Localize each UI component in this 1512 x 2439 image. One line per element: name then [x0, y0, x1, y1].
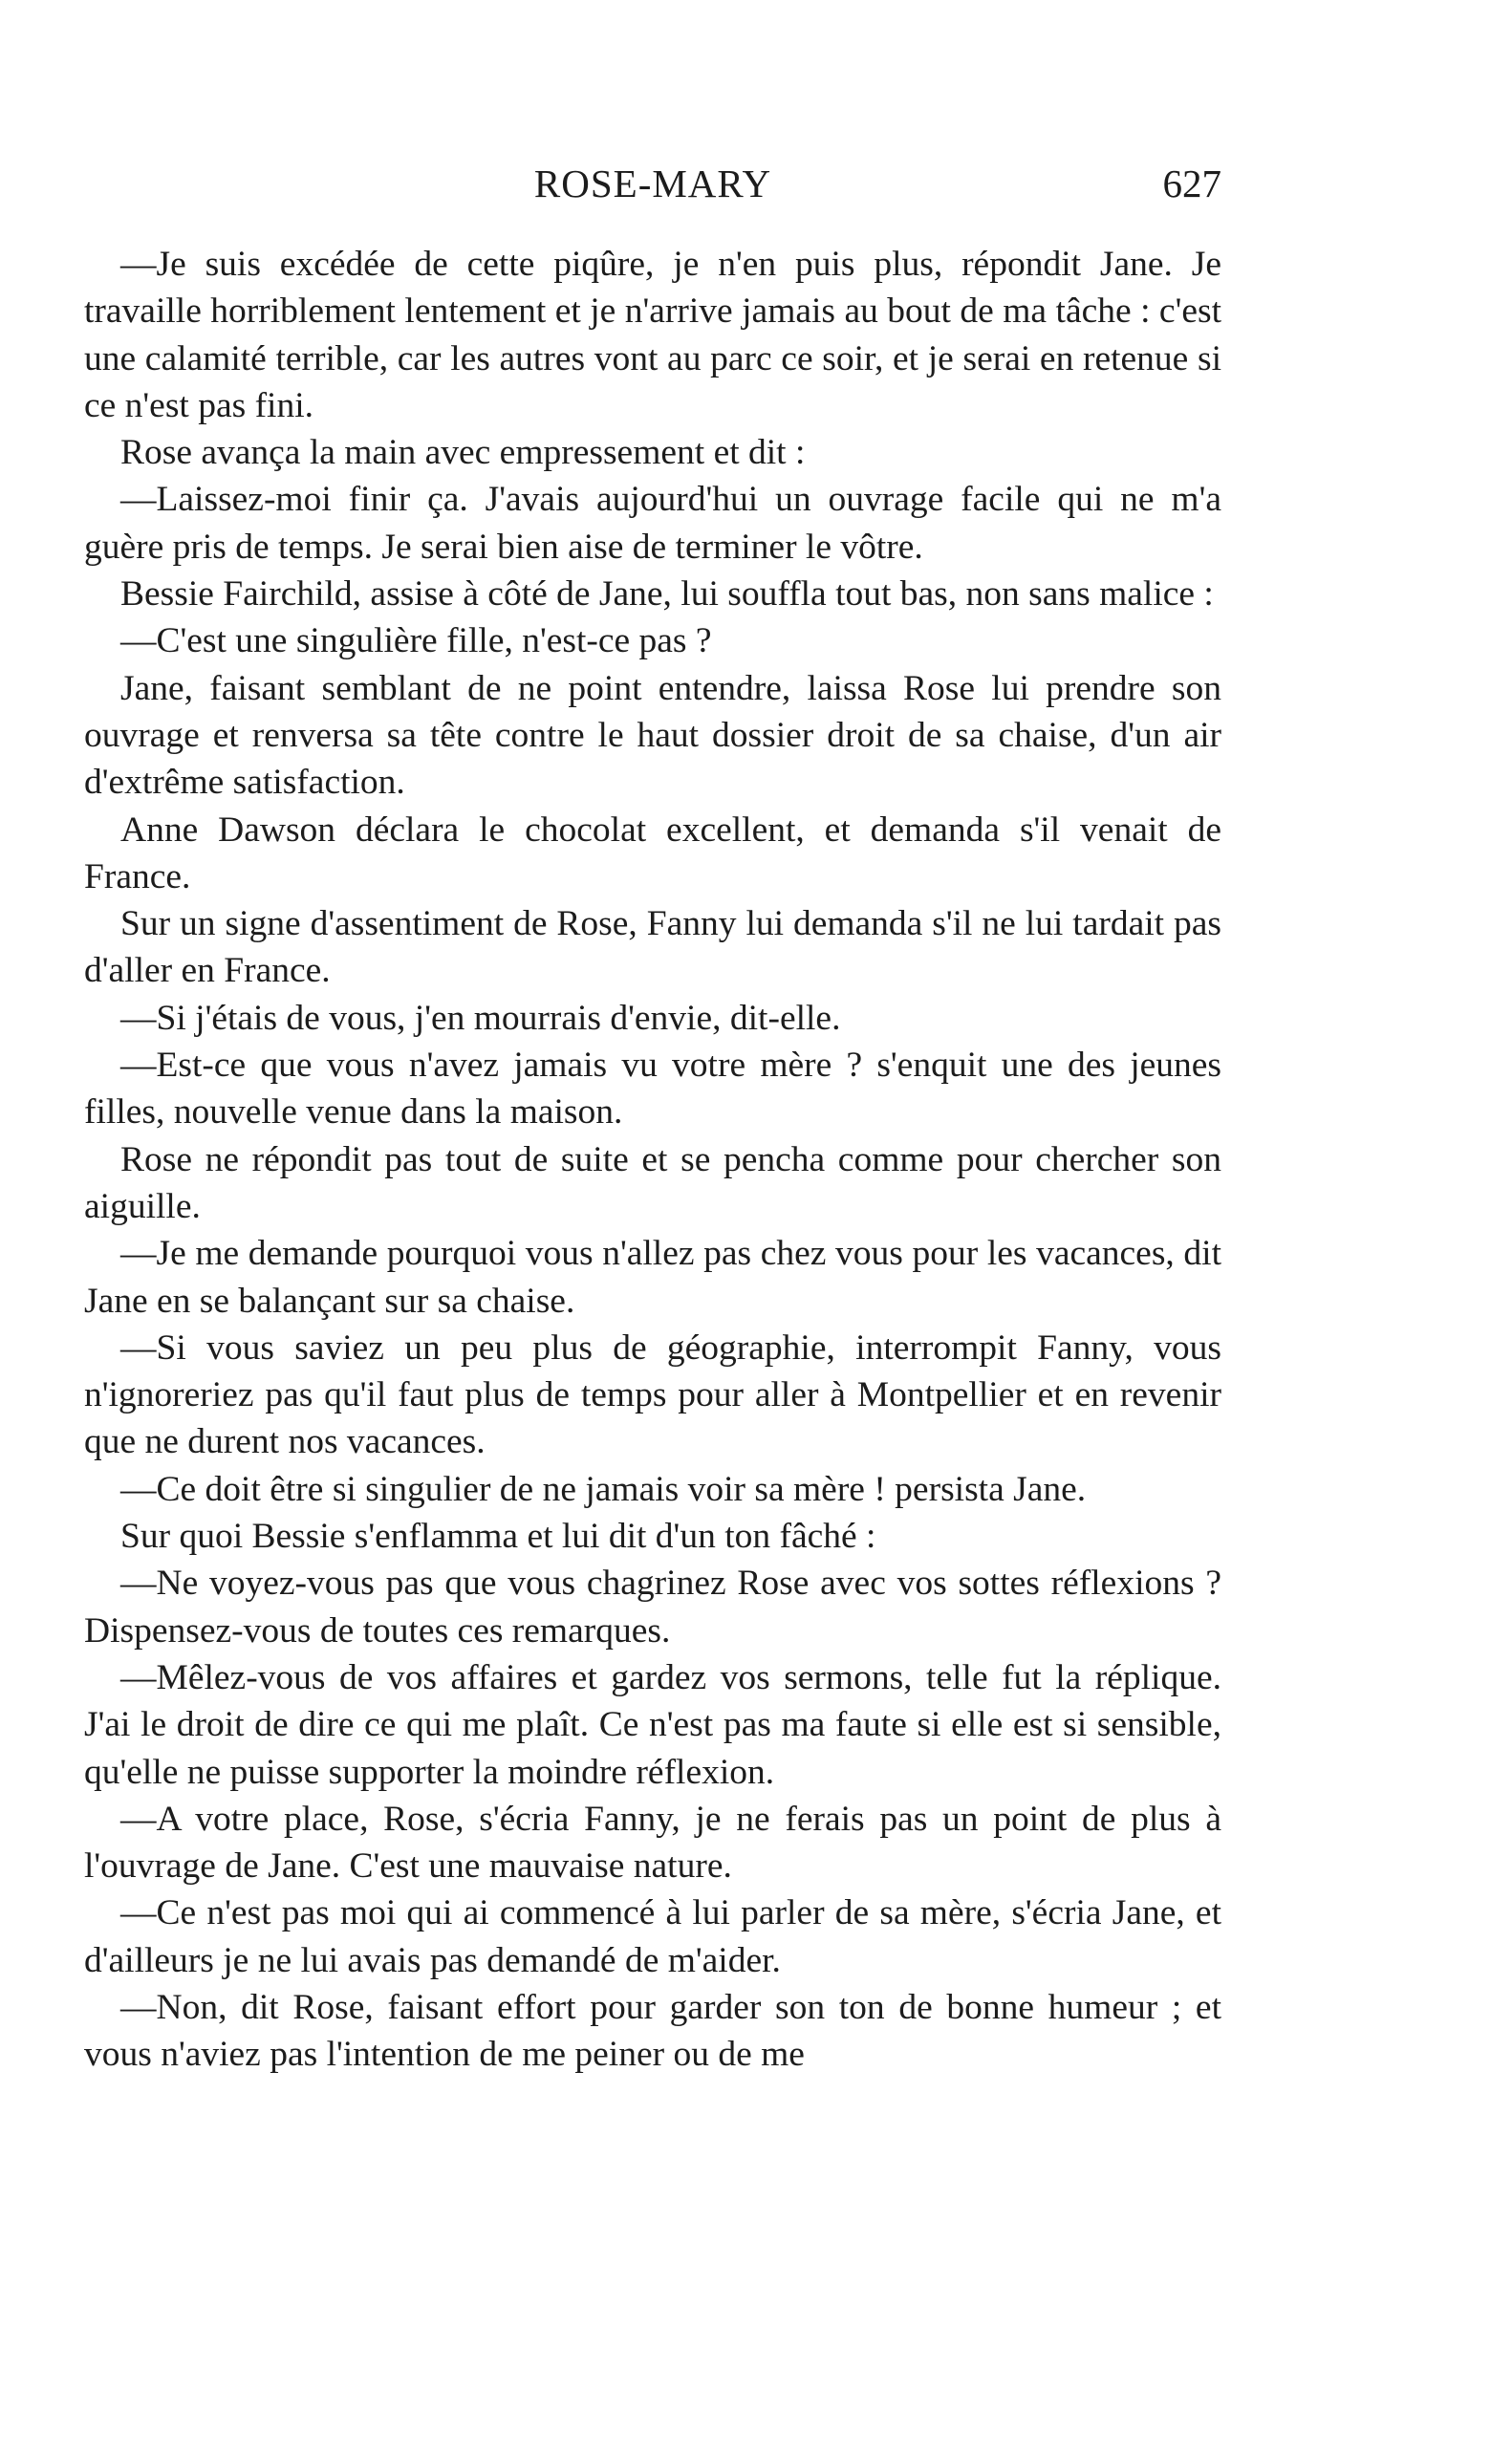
paragraph: Sur quoi Bessie s'enflamma et lui dit d'un ton fâché : — [120, 1517, 876, 1557]
page-number: 627 — [1162, 162, 1221, 205]
paragraph: Rose ne répondit pas tout de suite et se pencha comme pour chercher son aiguille. — [84, 1139, 1221, 1226]
paragraph: —A votre place, Rose, s'écria Fanny, je ne ferais pas un point de plus à l'ouvrage de Jane. C'est une mauvaise nature. — [84, 1799, 1221, 1887]
paragraph: —Si j'étais de vous, j'en mourrais d'envie, dit-elle. — [120, 998, 841, 1038]
paragraph: Sur un signe d'assentiment de Rose, Fanny lui demanda s'il ne lui tardait pas d'aller en France. — [84, 904, 1221, 991]
paragraph: Bessie Fairchild, assise à côté de Jane, lui souffla tout bas, non sans malice : — [120, 574, 1214, 615]
paragraph: Anne Dawson déclara le chocolat excellent, et demanda s'il venait de France. — [84, 809, 1221, 896]
body-text — [84, 241, 1221, 2079]
paragraph: —Ce doit être si singulier de ne jamais voir sa mère ! persista Jane. — [120, 1469, 1087, 1509]
paragraph: —Je suis excédée de cette piqûre, je n'en puis plus, répondit Jane. Je travaille horriblement lentement et je n'arrive jamais au bout de ma tâche : c'est une calamité terrible, car les autres vont au parc ce soir, et je serai en retenue si ce n'est pas fini. — [84, 245, 1221, 425]
paragraph: —C'est une singulière fille, n'est-ce pas ? — [120, 621, 712, 661]
paragraph: Rose avança la main avec empressement et dit : — [120, 433, 806, 473]
paragraph: —Je me demande pourquoi vous n'allez pas chez vous pour les vacances, dit Jane en se balançant sur sa chaise. — [84, 1234, 1221, 1321]
paragraph: —Ne voyez-vous pas que vous chagrinez Rose avec vos sottes réflexions ? Dispensez-vous de toutes ces remarques. — [84, 1564, 1221, 1651]
paragraph: —Non, dit Rose, faisant effort pour garder son ton de bonne humeur ; et vous n'aviez pas l'intention de me peiner ou de me — [84, 1987, 1221, 2075]
paragraph: Jane, faisant semblant de ne point entendre, laissa Rose lui prendre son ouvrage et renversa sa tête contre le haut dossier droit de sa chaise, d'un air d'extrême satisfaction. — [84, 668, 1221, 803]
running-title: ROSE-MARY — [533, 162, 772, 205]
paragraph: —Ce n'est pas moi qui ai commencé à lui parler de sa mère, s'écria Jane, et d'ailleurs je ne lui avais pas demandé de m'aider. — [84, 1893, 1221, 1980]
paragraph: —Mêlez-vous de vos affaires et gardez vos sermons, telle fut la réplique. J'ai le droit de dire ce qui me plaît. Ce n'est pas ma faute si elle est si sensible, qu'elle ne puisse supporter la moindre réflexion. — [84, 1657, 1221, 1792]
page-header — [84, 161, 1221, 218]
paragraph: —Laissez-moi finir ça. J'avais aujourd'hui un ouvrage facile qui ne m'a guère pris de temps. Je serai bien aise de terminer le vôtre. — [84, 480, 1221, 567]
paragraph: —Est-ce que vous n'avez jamais vu votre mère ? s'enquit une des jeunes filles, nouvelle venue dans la maison. — [84, 1046, 1221, 1133]
paragraph: —Si vous saviez un peu plus de géographie, interrompit Fanny, vous n'ignoreriez pas qu'il faut plus de temps pour aller à Montpellier et en revenir que ne durent nos vacances. — [84, 1327, 1221, 1462]
